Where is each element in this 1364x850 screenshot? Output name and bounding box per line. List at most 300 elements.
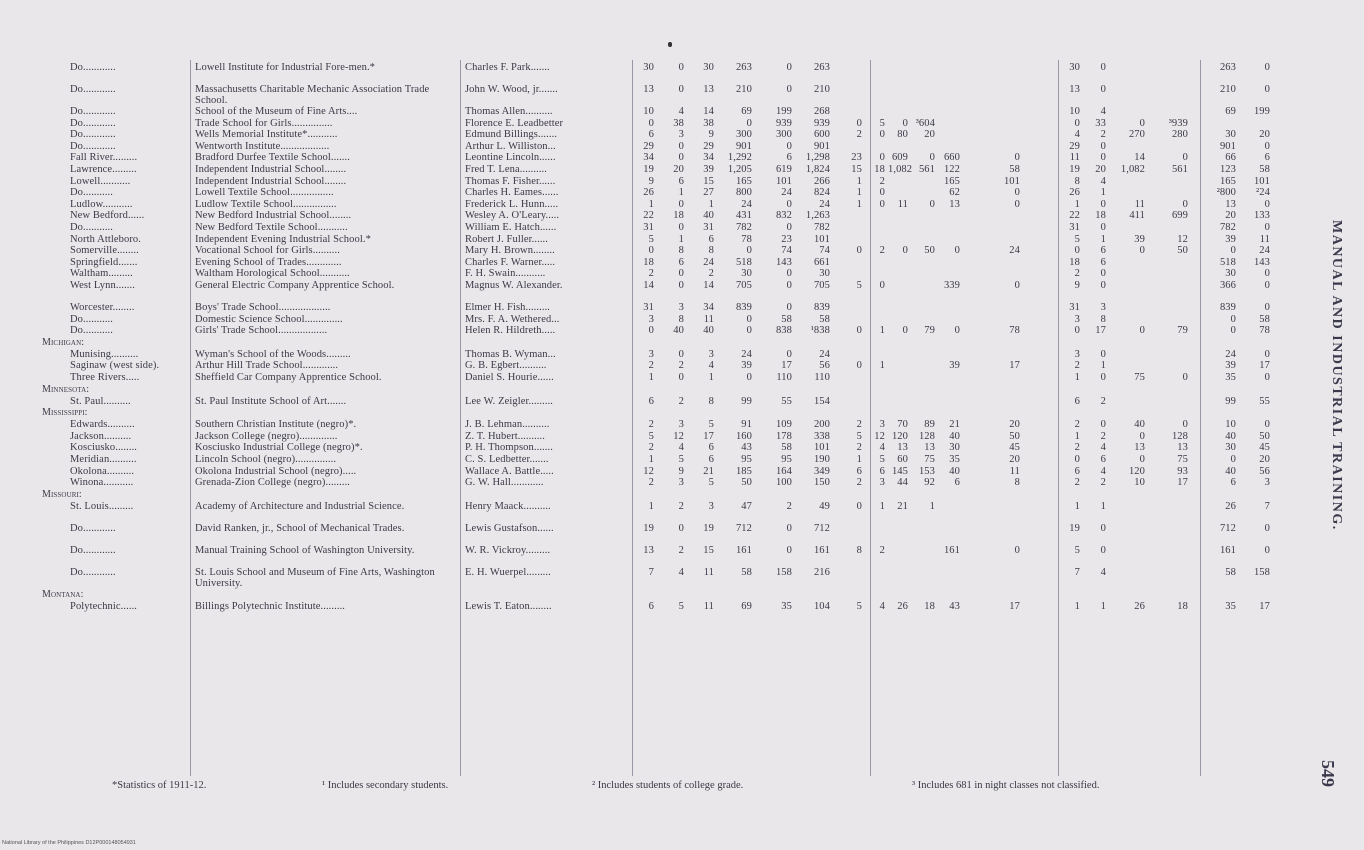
- number-cell: 2: [678, 360, 684, 372]
- number-cell: 5: [678, 454, 684, 465]
- director-cell: G. B. Egbert..........: [465, 360, 547, 372]
- city-cell: Kosciusko........: [70, 442, 138, 454]
- institution-cell: Lincoln School (negro)...............: [195, 454, 337, 465]
- number-cell: 216: [813, 566, 830, 578]
- number-cell: 1,082: [1120, 164, 1145, 175]
- number-cell: 1: [648, 198, 654, 210]
- number-cell: 0: [1100, 522, 1106, 534]
- number-cell: 24: [819, 198, 830, 210]
- number-cell: 109: [775, 419, 792, 431]
- number-cell: 210: [813, 84, 830, 95]
- number-cell: 24: [781, 187, 792, 199]
- city-cell: Do............: [70, 566, 116, 578]
- number-cell: 0: [746, 245, 752, 257]
- number-cell: 69: [1225, 106, 1236, 117]
- number-cell: 0: [746, 372, 752, 383]
- footnote-3: ² Includes students of college grade.: [592, 780, 744, 791]
- number-cell: 101: [1253, 175, 1270, 187]
- number-cell: 0: [786, 84, 792, 95]
- director-cell: Henry Maack..........: [465, 500, 551, 512]
- number-cell: 143: [1253, 256, 1270, 268]
- number-cell: 1: [879, 360, 885, 372]
- number-cell: 0: [1100, 419, 1106, 431]
- director-cell: Daniel S. Hourie......: [465, 372, 554, 383]
- number-cell: 5: [648, 430, 654, 442]
- number-cell: 17: [1009, 600, 1020, 612]
- number-cell: 145: [891, 465, 908, 477]
- institution-cell: Wyman's School of the Woods.........: [195, 348, 351, 360]
- number-cell: 18: [924, 600, 935, 612]
- city-cell: Do...........: [70, 313, 114, 325]
- number-cell: 160: [735, 430, 752, 442]
- director-cell: G. W. Hall............: [465, 477, 544, 489]
- number-cell: 2: [648, 419, 654, 431]
- number-cell: 0: [1264, 419, 1270, 431]
- city-cell: Do............: [70, 117, 116, 129]
- number-cell: 20: [1259, 129, 1270, 141]
- number-cell: 1: [1100, 600, 1106, 612]
- number-cell: 40: [1134, 419, 1145, 431]
- number-cell: 0: [879, 152, 885, 164]
- number-cell: 1: [678, 233, 684, 245]
- number-cell: 199: [1253, 106, 1270, 117]
- number-cell: 1: [1100, 360, 1106, 372]
- footnote-1: *Statistics of 1911-12.: [112, 780, 207, 791]
- institution-cell: Evening School of Trades.............: [195, 256, 342, 268]
- institution-cell: Waltham Horological School...........: [195, 268, 350, 280]
- number-cell: 0: [1074, 117, 1080, 129]
- number-cell: 712: [1219, 522, 1236, 534]
- number-cell: 832: [775, 210, 792, 222]
- number-cell: 13: [1177, 442, 1188, 454]
- number-cell: 104: [813, 600, 830, 612]
- director-cell: Arthur L. Williston...: [465, 140, 556, 152]
- number-cell: 0: [1264, 62, 1270, 73]
- institution-cell: School of the Museum of Fine Arts....: [195, 106, 358, 117]
- state-name: Michigan:: [42, 336, 85, 348]
- institution-cell: Billings Polytechnic Institute.........: [195, 600, 346, 612]
- number-cell: 56: [1259, 465, 1270, 477]
- number-cell: 8: [1074, 175, 1080, 187]
- number-cell: 60: [897, 454, 908, 465]
- director-cell: Thomas B. Wyman...: [465, 348, 556, 360]
- number-cell: 7: [648, 566, 654, 578]
- footnote-2: ¹ Includes secondary students.: [322, 780, 449, 791]
- number-cell: 13: [703, 84, 714, 95]
- number-cell: 0: [1230, 454, 1236, 465]
- number-cell: 263: [1219, 62, 1236, 73]
- city-cell: Springfield.......: [70, 256, 138, 268]
- number-cell: 3: [678, 477, 684, 489]
- number-cell: 13: [1069, 84, 1080, 95]
- number-cell: 200: [813, 419, 830, 431]
- number-cell: 2: [648, 268, 654, 280]
- number-cell: 165: [1219, 175, 1236, 187]
- number-cell: 3: [708, 348, 714, 360]
- number-cell: 13: [949, 198, 960, 210]
- number-cell: 0: [1264, 84, 1270, 95]
- number-cell: 45: [1009, 442, 1020, 454]
- number-cell: 338: [813, 430, 830, 442]
- director-cell: Mrs. F. A. Wethered...: [465, 313, 560, 325]
- number-cell: 8: [678, 313, 684, 325]
- number-cell: 1: [1074, 500, 1080, 512]
- number-cell: 901: [735, 140, 752, 152]
- number-cell: 0: [1182, 152, 1188, 164]
- running-head-title: MANUAL AND INDUSTRIAL TRAINING.: [1329, 220, 1344, 531]
- director-cell: Wesley A. O'Leary.....: [465, 210, 560, 222]
- number-cell: 154: [813, 395, 830, 407]
- number-cell: 5: [856, 280, 862, 291]
- institution-cell: Okolona Industrial School (negro).....: [195, 465, 357, 477]
- director-cell: Magnus W. Alexander.: [465, 280, 563, 291]
- number-cell: 0: [1230, 245, 1236, 257]
- number-cell: 12: [874, 430, 885, 442]
- number-cell: 24: [1009, 245, 1020, 257]
- number-cell: 17: [1259, 360, 1270, 372]
- number-cell: 6: [1100, 454, 1106, 465]
- number-cell: 158: [775, 566, 792, 578]
- number-cell: 95: [781, 454, 792, 465]
- number-cell: 0: [678, 348, 684, 360]
- number-cell: 43: [949, 600, 960, 612]
- number-cell: 133: [1253, 210, 1270, 222]
- number-cell: 0: [746, 117, 752, 129]
- number-cell: 2: [1074, 268, 1080, 280]
- number-cell: 1,298: [805, 152, 830, 164]
- number-cell: 62: [949, 187, 960, 199]
- number-cell: 661: [813, 256, 830, 268]
- number-cell: 14: [703, 280, 714, 291]
- number-cell: 0: [1074, 325, 1080, 337]
- number-cell: 15: [851, 164, 862, 175]
- number-cell: 1: [1074, 372, 1080, 383]
- city-cell: Do............: [70, 544, 116, 556]
- number-cell: 0: [1264, 280, 1270, 291]
- number-cell: 35: [1225, 372, 1236, 383]
- number-cell: 40: [673, 325, 684, 337]
- city-cell: North Attleboro.: [70, 233, 142, 245]
- number-cell: 30: [1069, 62, 1080, 73]
- number-cell: 6: [1264, 152, 1270, 164]
- number-cell: 128: [918, 430, 935, 442]
- number-cell: 50: [924, 245, 935, 257]
- number-cell: 11: [897, 198, 908, 210]
- institution-cell: Boys' Trade School...................: [195, 302, 331, 313]
- number-cell: 0: [746, 325, 752, 337]
- number-cell: 0: [648, 325, 654, 337]
- number-cell: 2: [708, 268, 714, 280]
- number-cell: 2: [879, 245, 885, 257]
- number-cell: 75: [1177, 454, 1188, 465]
- number-cell: 40: [1225, 465, 1236, 477]
- number-cell: 18: [643, 256, 654, 268]
- number-cell: 349: [813, 465, 830, 477]
- number-cell: 58: [819, 313, 830, 325]
- number-cell: 40: [703, 325, 714, 337]
- number-cell: 3: [648, 348, 654, 360]
- number-cell: 9: [1074, 280, 1080, 291]
- number-cell: 1: [856, 175, 862, 187]
- number-cell: 26: [897, 600, 908, 612]
- number-cell: 13: [643, 544, 654, 556]
- number-cell: 39: [949, 360, 960, 372]
- number-cell: 268: [813, 106, 830, 117]
- number-cell: 74: [819, 245, 830, 257]
- city-cell: Do...........: [70, 187, 114, 199]
- number-cell: 0: [1014, 187, 1020, 199]
- number-cell: 824: [813, 187, 830, 199]
- institution-cell: Independent Industrial School........: [195, 175, 347, 187]
- number-cell: 20: [924, 129, 935, 141]
- director-cell: William E. Hatch......: [465, 222, 557, 233]
- number-cell: 5: [879, 454, 885, 465]
- city-cell: Lowell...........: [70, 175, 131, 187]
- number-cell: 8: [678, 245, 684, 257]
- number-cell: 1,263: [805, 210, 830, 222]
- number-cell: 0: [678, 372, 684, 383]
- number-cell: 5: [678, 600, 684, 612]
- director-cell: John W. Wood, jr.......: [465, 84, 558, 95]
- number-cell: 2: [856, 129, 862, 141]
- number-cell: 3: [708, 500, 714, 512]
- number-cell: 30: [819, 268, 830, 280]
- number-cell: 31: [703, 222, 714, 233]
- director-cell: Charles F. Warner.....: [465, 256, 556, 268]
- number-cell: 199: [775, 106, 792, 117]
- scan-watermark: National Library of the Philippines D12P000148054931: [2, 840, 136, 846]
- number-cell: 3: [879, 419, 885, 431]
- city-cell: Edwards..........: [70, 419, 135, 431]
- number-cell: 91: [741, 419, 752, 431]
- number-cell: 39: [1134, 233, 1145, 245]
- number-cell: 58: [1009, 164, 1020, 175]
- number-cell: 10: [1225, 419, 1236, 431]
- state-name: Mississippi:: [42, 407, 88, 419]
- number-cell: ³604: [915, 117, 935, 129]
- number-cell: 11: [703, 600, 714, 612]
- number-cell: 0: [786, 268, 792, 280]
- city-cell: Do............: [70, 84, 116, 95]
- number-cell: 58: [741, 566, 752, 578]
- number-cell: 101: [1003, 175, 1020, 187]
- number-cell: 78: [1009, 325, 1020, 337]
- number-cell: 93: [1177, 465, 1188, 477]
- number-cell: 0: [902, 325, 908, 337]
- number-cell: 4: [1100, 465, 1106, 477]
- number-cell: 1: [929, 500, 935, 512]
- number-cell: 185: [735, 465, 752, 477]
- city-cell: Polytechnic......: [70, 600, 138, 612]
- number-cell: 161: [1219, 544, 1236, 556]
- number-cell: 39: [1225, 233, 1236, 245]
- number-cell: 15: [703, 175, 714, 187]
- number-cell: 23: [851, 152, 862, 164]
- director-cell: Z. T. Hubert..........: [465, 430, 545, 442]
- number-cell: 3: [678, 419, 684, 431]
- state-name: Missouri:: [42, 488, 82, 500]
- number-cell: 20: [1009, 419, 1020, 431]
- city-cell: St. Paul..........: [70, 395, 131, 407]
- number-cell: 600: [813, 129, 830, 141]
- number-cell: 13: [1134, 442, 1145, 454]
- number-cell: 58: [781, 442, 792, 454]
- number-cell: 20: [1095, 164, 1106, 175]
- number-cell: 4: [1074, 129, 1080, 141]
- city-cell: Three Rivers.....: [70, 372, 140, 383]
- number-cell: 19: [1069, 522, 1080, 534]
- number-cell: 31: [1069, 222, 1080, 233]
- number-cell: 34: [643, 152, 654, 164]
- institution-cell: Wentworth Institute..................: [195, 140, 330, 152]
- number-cell: ³939: [1168, 117, 1188, 129]
- number-cell: 518: [1219, 256, 1236, 268]
- number-cell: 0: [1074, 245, 1080, 257]
- number-cell: 165: [943, 175, 960, 187]
- city-cell: Do............: [70, 62, 116, 73]
- director-cell: Mary H. Brown........: [465, 245, 555, 257]
- number-cell: 518: [735, 256, 752, 268]
- page-number: 549: [1318, 760, 1338, 787]
- number-cell: 0: [856, 360, 862, 372]
- number-cell: 6: [1100, 245, 1106, 257]
- number-cell: 35: [949, 454, 960, 465]
- state-name: Minnesota:: [42, 383, 90, 395]
- number-cell: 1: [648, 500, 654, 512]
- number-cell: 0: [786, 222, 792, 233]
- number-cell: 50: [1177, 245, 1188, 257]
- city-cell: Fall River.........: [70, 152, 138, 164]
- number-cell: ¹838: [810, 325, 830, 337]
- number-cell: 101: [813, 233, 830, 245]
- number-cell: 164: [775, 465, 792, 477]
- city-cell: Do............: [70, 106, 116, 117]
- institution-cell: Ludlow Textile School................: [195, 198, 337, 210]
- number-cell: 39: [741, 360, 752, 372]
- institution-cell: General Electric Company Apprentice School.: [195, 280, 395, 291]
- number-cell: 75: [924, 454, 935, 465]
- number-cell: 24: [741, 198, 752, 210]
- number-cell: 0: [1230, 313, 1236, 325]
- number-cell: 0: [1139, 117, 1145, 129]
- number-cell: 1: [879, 500, 885, 512]
- director-cell: Charles H. Eames......: [465, 187, 559, 199]
- number-cell: 33: [1095, 117, 1106, 129]
- number-cell: 30: [1225, 268, 1236, 280]
- number-cell: 35: [781, 600, 792, 612]
- number-cell: 0: [1182, 198, 1188, 210]
- number-cell: 1,205: [727, 164, 752, 175]
- number-cell: 34: [703, 302, 714, 313]
- director-cell: Wallace A. Battle.....: [465, 465, 554, 477]
- number-cell: 2: [879, 544, 885, 556]
- number-cell: 161: [735, 544, 752, 556]
- number-cell: 24: [1225, 348, 1236, 360]
- number-cell: 5: [879, 117, 885, 129]
- number-cell: 0: [929, 198, 935, 210]
- number-cell: 6: [879, 465, 885, 477]
- number-cell: 0: [929, 152, 935, 164]
- number-cell: 0: [1100, 84, 1106, 95]
- number-cell: 300: [735, 129, 752, 141]
- number-cell: 20: [1225, 210, 1236, 222]
- column-rule: [190, 60, 191, 776]
- number-cell: 10: [1069, 106, 1080, 117]
- number-cell: 1: [708, 372, 714, 383]
- number-cell: 1: [1074, 198, 1080, 210]
- number-cell: 0: [1014, 198, 1020, 210]
- number-cell: 705: [813, 280, 830, 291]
- number-cell: 92: [924, 477, 935, 489]
- number-cell: 6: [648, 395, 654, 407]
- number-cell: 0: [1100, 222, 1106, 233]
- number-cell: 6: [678, 256, 684, 268]
- institution-cell: Academy of Architecture and Industrial Science.: [195, 500, 405, 512]
- number-cell: 263: [735, 62, 752, 73]
- number-cell: 0: [1182, 419, 1188, 431]
- number-cell: 939: [775, 117, 792, 129]
- number-cell: 79: [1177, 325, 1188, 337]
- institution-cell: New Bedford Industrial School........: [195, 210, 352, 222]
- institution-cell: Manual Training School of Washington University.: [195, 544, 415, 556]
- number-cell: 0: [648, 245, 654, 257]
- number-cell: 5: [856, 430, 862, 442]
- number-cell: 660: [943, 152, 960, 164]
- number-cell: 1: [1100, 233, 1106, 245]
- number-cell: 29: [703, 140, 714, 152]
- number-cell: 0: [1139, 245, 1145, 257]
- number-cell: 3: [1264, 477, 1270, 489]
- number-cell: 26: [1069, 187, 1080, 199]
- number-cell: 1,082: [888, 164, 913, 175]
- number-cell: 55: [1259, 395, 1270, 407]
- number-cell: 30: [643, 62, 654, 73]
- number-cell: 5: [1074, 544, 1080, 556]
- number-cell: 110: [814, 372, 830, 383]
- number-cell: 6: [954, 477, 960, 489]
- number-cell: 38: [673, 117, 684, 129]
- number-cell: 39: [703, 164, 714, 175]
- number-cell: 839: [735, 302, 752, 313]
- column-rule: [460, 60, 461, 776]
- city-cell: Waltham.........: [70, 268, 133, 280]
- number-cell: 17: [781, 360, 792, 372]
- director-cell: Lee W. Zeigler.........: [465, 395, 554, 407]
- director-cell: C. S. Ledbetter.......: [465, 454, 549, 465]
- city-cell: West Lynn.......: [70, 280, 135, 291]
- number-cell: 411: [1129, 210, 1145, 222]
- number-cell: 10: [643, 106, 654, 117]
- number-cell: 2: [879, 175, 885, 187]
- number-cell: 101: [813, 442, 830, 454]
- number-cell: 13: [924, 442, 935, 454]
- institution-cell: Lowell Institute for Industrial Fore-men.*: [195, 62, 376, 73]
- city-cell: Somerville........: [70, 245, 139, 257]
- director-cell: Elmer H. Fish.........: [465, 302, 551, 313]
- institution-cell: Bradford Durfee Textile School.......: [195, 152, 350, 164]
- city-cell: Winona...........: [70, 477, 134, 489]
- number-cell: 17: [1259, 600, 1270, 612]
- number-cell: 705: [735, 280, 752, 291]
- number-cell: 8: [1100, 313, 1106, 325]
- number-cell: 20: [1009, 454, 1020, 465]
- number-cell: 78: [1259, 325, 1270, 337]
- director-cell: Thomas Allen..........: [465, 106, 553, 117]
- number-cell: 3: [1100, 302, 1106, 313]
- institution-cell: Independent Evening Industrial School.*: [195, 233, 371, 245]
- number-cell: 270: [1128, 129, 1145, 141]
- number-cell: 0: [856, 325, 862, 337]
